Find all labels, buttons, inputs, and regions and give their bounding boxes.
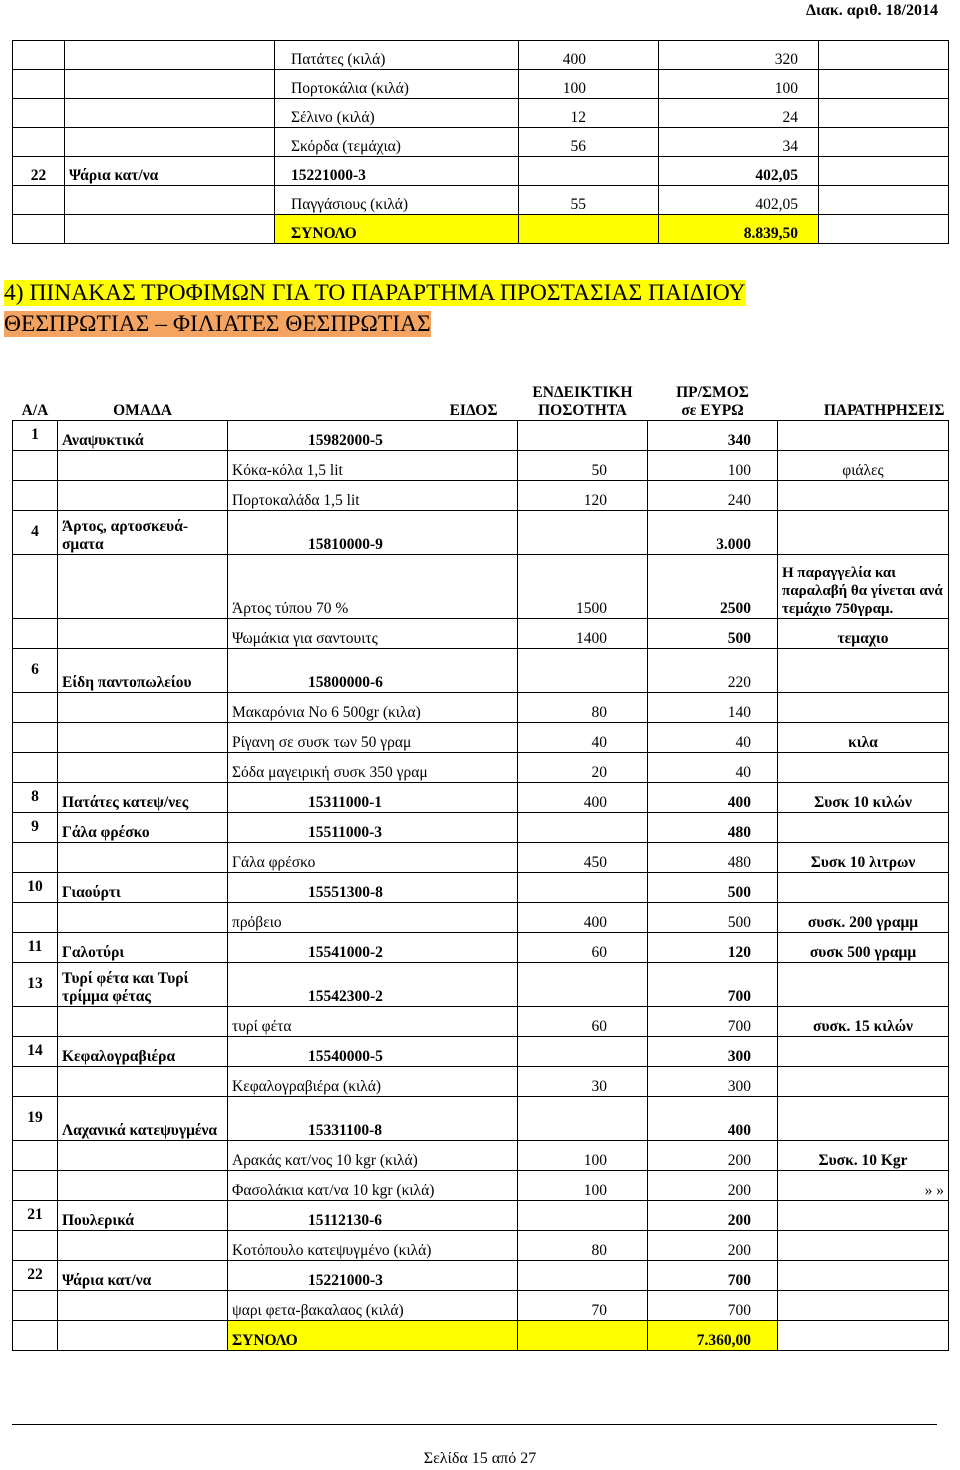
qty-cell: 100 (519, 70, 659, 99)
item-cell: ΣΥΝΟΛΟ (228, 1320, 518, 1350)
aa-cell (13, 1230, 58, 1260)
group-cell (65, 128, 275, 157)
group-cell (65, 186, 275, 215)
price-cell: 3.000 (648, 510, 778, 554)
qty-cell (518, 962, 648, 1006)
table-row (13, 554, 949, 618)
notes-cell (778, 1200, 949, 1230)
item-cell: 15800000-6 (228, 648, 518, 692)
group-cell (58, 842, 228, 872)
notes-cell (778, 1036, 949, 1066)
aa-cell (13, 618, 58, 648)
item-cell: Σέλινο (κιλά) (275, 99, 519, 128)
qty-cell: 1400 (518, 618, 648, 648)
price-cell: 100 (659, 70, 819, 99)
table-row (13, 128, 949, 157)
aa-cell (13, 752, 58, 782)
empty-cell (819, 157, 949, 186)
qty-cell: 40 (518, 722, 648, 752)
aa-cell (13, 128, 65, 157)
header-group: ΟΜΑΔΑ (113, 401, 172, 419)
group-cell: Πατάτες κατεψ/νες (58, 782, 228, 812)
header-price-line1: ΠΡ/ΣΜΟΣ (676, 383, 749, 401)
aa-cell (13, 722, 58, 752)
food-table (12, 364, 949, 1351)
notes-cell (778, 962, 949, 1006)
aa-cell (13, 215, 65, 244)
notes-cell (778, 1260, 949, 1290)
qty-cell: 400 (518, 782, 648, 812)
aa-cell: 19 (13, 1096, 58, 1140)
group-cell: Άρτος, αρτοσκευά-σματα (58, 510, 228, 554)
group-cell: Λαχανικά κατεψυγμένα (58, 1096, 228, 1140)
aa-cell: 21 (13, 1200, 58, 1230)
aa-cell: 11 (13, 932, 58, 962)
price-cell: 480 (648, 812, 778, 842)
empty-cell (819, 70, 949, 99)
notes-cell (778, 692, 949, 722)
qty-cell (518, 1200, 648, 1230)
price-cell: 300 (648, 1036, 778, 1066)
group-cell (58, 480, 228, 510)
qty-cell: 100 (518, 1170, 648, 1200)
item-cell: Φασολάκια κατ/να 10 kgr (κιλά) (228, 1170, 518, 1200)
aa-cell (13, 1290, 58, 1320)
price-cell: 100 (648, 450, 778, 480)
table-row (13, 692, 949, 722)
price-cell: 480 (648, 842, 778, 872)
item-cell: Σκόρδα (τεμάχια) (275, 128, 519, 157)
price-cell: 402,05 (659, 186, 819, 215)
group-cell (58, 618, 228, 648)
table-row (13, 450, 949, 480)
price-cell: 700 (648, 1006, 778, 1036)
aa-cell (13, 1320, 58, 1350)
item-cell: πρόβειο (228, 902, 518, 932)
aa-cell (13, 842, 58, 872)
page-ref: Διακ. αριθ. 18/2014 (805, 2, 938, 19)
group-cell: Ψάρια κατ/να (65, 157, 275, 186)
notes-cell: τεμαχιο (778, 618, 949, 648)
aa-cell: 8 (13, 782, 58, 812)
group-cell (58, 1170, 228, 1200)
group-cell (65, 99, 275, 128)
qty-cell: 80 (518, 1230, 648, 1260)
table-row (13, 1260, 949, 1290)
notes-cell (778, 1320, 949, 1350)
aa-cell (13, 480, 58, 510)
empty-cell (819, 41, 949, 70)
price-cell: 200 (648, 1170, 778, 1200)
group-cell: Αναψυκτικά (58, 420, 228, 450)
price-cell: 500 (648, 872, 778, 902)
price-cell: 8.839,50 (659, 215, 819, 244)
table-row (13, 1200, 949, 1230)
item-cell: ΣΥΝΟΛΟ (275, 215, 519, 244)
price-cell: 200 (648, 1200, 778, 1230)
empty-cell (819, 215, 949, 244)
empty-cell (819, 128, 949, 157)
footer-divider (12, 1424, 937, 1425)
aa-cell (13, 1140, 58, 1170)
group-cell (58, 450, 228, 480)
item-cell: Αρακάς κατ/νος 10 kgr (κιλά) (228, 1140, 518, 1170)
aa-cell: 14 (13, 1036, 58, 1066)
header-price-line2: σε ΕΥΡΩ (681, 401, 744, 419)
price-cell: 7.360,00 (648, 1320, 778, 1350)
group-cell: Πουλερικά (58, 1200, 228, 1230)
qty-cell (518, 1096, 648, 1140)
table-row (13, 215, 949, 244)
qty-cell: 60 (518, 932, 648, 962)
notes-cell: Η παραγγελία και παραλαβή θα γίνεται ανά τεμάχιο 750γραμ. (778, 554, 949, 618)
group-cell (58, 692, 228, 722)
price-cell: 400 (648, 782, 778, 812)
item-cell: 15511000-3 (228, 812, 518, 842)
table-row (13, 510, 949, 554)
aa-cell (13, 1066, 58, 1096)
qty-cell: 70 (518, 1290, 648, 1320)
group-cell (65, 70, 275, 99)
notes-cell (778, 1066, 949, 1096)
qty-cell: 12 (519, 99, 659, 128)
item-cell: Άρτος τύπου 70 % (228, 554, 518, 618)
page-number: Σελίδα 15 από 27 (423, 1450, 537, 1467)
aa-cell: 13 (13, 962, 58, 1006)
notes-cell (778, 1290, 949, 1320)
item-cell: 15221000-3 (275, 157, 519, 186)
item-cell: 15331100-8 (228, 1096, 518, 1140)
item-cell: Παγγάσιους (κιλά) (275, 186, 519, 215)
qty-cell: 80 (518, 692, 648, 722)
qty-cell (518, 1036, 648, 1066)
table-row (13, 157, 949, 186)
notes-cell (778, 1230, 949, 1260)
item-cell: Γάλα φρέσκο (228, 842, 518, 872)
header-qty (518, 364, 648, 420)
aa-cell: 1 (13, 420, 58, 450)
aa-cell: 22 (13, 157, 65, 186)
group-cell (58, 1320, 228, 1350)
group-cell (58, 722, 228, 752)
aa-cell: 4 (13, 510, 58, 554)
item-cell: 15311000-1 (228, 782, 518, 812)
item-cell: Πατάτες (κιλά) (275, 41, 519, 70)
group-cell (58, 1290, 228, 1320)
qty-cell (519, 215, 659, 244)
qty-cell (519, 157, 659, 186)
notes-cell: συσκ. 200 γραμμ (778, 902, 949, 932)
item-cell: Ρίγανη σε συσκ των 50 γραμ (228, 722, 518, 752)
qty-cell: 1500 (518, 554, 648, 618)
notes-cell: Συσκ. 10 Kgr (778, 1140, 949, 1170)
table-row (13, 782, 949, 812)
item-cell: Κεφαλογραβιέρα (κιλά) (228, 1066, 518, 1096)
aa-cell: 9 (13, 812, 58, 842)
aa-cell (13, 99, 65, 128)
item-cell: Πορτοκάλια (κιλά) (275, 70, 519, 99)
price-cell: 40 (648, 722, 778, 752)
group-cell (58, 752, 228, 782)
aa-cell (13, 41, 65, 70)
notes-cell: φιάλες (778, 450, 949, 480)
item-cell: 15540000-5 (228, 1036, 518, 1066)
header-aa: Α/Α (21, 401, 49, 419)
item-cell: Κοτόπουλο κατεψυγμένο (κιλά) (228, 1230, 518, 1260)
item-cell: ψαρι φετα-βακαλαος (κιλά) (228, 1290, 518, 1320)
table-row (13, 1036, 949, 1066)
group-cell: Γάλα φρέσκο (58, 812, 228, 842)
table-row (13, 842, 949, 872)
group-cell: Γιαούρτι (58, 872, 228, 902)
qty-cell (518, 420, 648, 450)
table-row (13, 1006, 949, 1036)
heading-line-1: 4) ΠΙΝΑΚΑΣ ΤΡΟΦΙΜΩΝ ΓΙΑ ΤΟ ΠΑΡΑΡΤΗΜΑ ΠΡΟΣΤΑΣΙΑΣ ΠΑΙΔΙΟΥ (4, 280, 746, 306)
qty-cell: 100 (518, 1140, 648, 1170)
table-row (13, 932, 949, 962)
header-item: ΕΙΔΟΣ (449, 401, 498, 419)
item-cell: 15551300-8 (228, 872, 518, 902)
table-row (13, 186, 949, 215)
price-cell: 700 (648, 1290, 778, 1320)
qty-cell: 20 (518, 752, 648, 782)
qty-cell (518, 648, 648, 692)
price-cell: 220 (648, 648, 778, 692)
group-cell: Γαλοτύρι (58, 932, 228, 962)
item-cell: Πορτοκαλάδα 1,5 lit (228, 480, 518, 510)
empty-cell (819, 186, 949, 215)
item-cell: 15221000-3 (228, 1260, 518, 1290)
price-cell: 340 (648, 420, 778, 450)
table-row (13, 1230, 949, 1260)
price-cell: 500 (648, 902, 778, 932)
qty-cell: 30 (518, 1066, 648, 1096)
notes-cell (778, 1096, 949, 1140)
table-row (13, 812, 949, 842)
table-row (13, 1170, 949, 1200)
notes-cell: Συσκ 10 λιτρων (778, 842, 949, 872)
qty-cell: 56 (519, 128, 659, 157)
price-cell: 320 (659, 41, 819, 70)
aa-cell (13, 1170, 58, 1200)
notes-cell: κιλα (778, 722, 949, 752)
qty-cell (518, 872, 648, 902)
qty-cell: 400 (518, 902, 648, 932)
qty-cell (518, 1260, 648, 1290)
price-cell: 140 (648, 692, 778, 722)
notes-cell (778, 648, 949, 692)
group-cell (58, 1140, 228, 1170)
section-heading (4, 278, 940, 340)
table-row (13, 722, 949, 752)
price-cell: 24 (659, 99, 819, 128)
table-header-row (13, 364, 949, 420)
table-row (13, 1066, 949, 1096)
table-row (13, 1096, 949, 1140)
price-cell: 200 (648, 1140, 778, 1170)
table-row (13, 902, 949, 932)
qty-cell: 60 (518, 1006, 648, 1036)
price-cell: 700 (648, 962, 778, 1006)
notes-cell (778, 812, 949, 842)
item-cell: τυρί φέτα (228, 1006, 518, 1036)
notes-cell (778, 752, 949, 782)
aa-cell (13, 70, 65, 99)
item-cell: Σόδα μαγειρική συσκ 350 γραμ (228, 752, 518, 782)
table-row (13, 420, 949, 450)
group-cell (58, 1230, 228, 1260)
price-cell: 40 (648, 752, 778, 782)
notes-cell (778, 420, 949, 450)
heading-line-2: ΘΕΣΠΡΩΤΙΑΣ – ΦΙΛΙΑΤΕΣ ΘΕΣΠΡΩΤΙΑΣ (4, 311, 431, 337)
header-qty-line2: ΠΟΣΟΤΗΤΑ (538, 401, 627, 419)
item-cell: 15541000-2 (228, 932, 518, 962)
group-cell (65, 215, 275, 244)
header-notes: ΠΑΡΑΤΗΡΗΣΕΙΣ (823, 401, 945, 419)
group-cell (58, 1066, 228, 1096)
continuation-table (12, 40, 949, 244)
group-cell: Κεφαλογραβιέρα (58, 1036, 228, 1066)
item-cell: Κόκα-κόλα 1,5 lit (228, 450, 518, 480)
price-cell: 200 (648, 1230, 778, 1260)
price-cell: 700 (648, 1260, 778, 1290)
table-row (13, 648, 949, 692)
price-cell: 2500 (648, 554, 778, 618)
empty-cell (819, 99, 949, 128)
notes-cell: συσκ 500 γραμμ (778, 932, 949, 962)
item-cell: 15112130-6 (228, 1200, 518, 1230)
group-cell: Ψάρια κατ/να (58, 1260, 228, 1290)
notes-cell: συσκ. 15 κιλών (778, 1006, 949, 1036)
price-cell: 500 (648, 618, 778, 648)
qty-cell: 120 (518, 480, 648, 510)
table-row (13, 99, 949, 128)
item-cell: 15810000-9 (228, 510, 518, 554)
qty-cell: 50 (518, 450, 648, 480)
table-row (13, 618, 949, 648)
price-cell: 400 (648, 1096, 778, 1140)
qty-cell: 450 (518, 842, 648, 872)
table-row (13, 1320, 949, 1350)
item-cell: 15982000-5 (228, 420, 518, 450)
group-cell (65, 41, 275, 70)
aa-cell (13, 1006, 58, 1036)
price-cell: 240 (648, 480, 778, 510)
notes-cell (778, 480, 949, 510)
table-row (13, 752, 949, 782)
qty-cell (518, 1320, 648, 1350)
group-cell (58, 902, 228, 932)
group-cell (58, 1006, 228, 1036)
price-cell: 402,05 (659, 157, 819, 186)
aa-cell: 6 (13, 648, 58, 692)
aa-cell: 22 (13, 1260, 58, 1290)
aa-cell (13, 554, 58, 618)
qty-cell: 400 (519, 41, 659, 70)
aa-cell (13, 186, 65, 215)
table-row (13, 1140, 949, 1170)
item-cell: Μακαρόνια Νο 6 500gr (κιλα) (228, 692, 518, 722)
group-cell: Είδη παντοπωλείου (58, 648, 228, 692)
table-row (13, 872, 949, 902)
header-price (648, 364, 778, 420)
aa-cell (13, 692, 58, 722)
qty-cell (518, 812, 648, 842)
price-cell: 300 (648, 1066, 778, 1096)
table-row (13, 962, 949, 1006)
notes-cell (778, 510, 949, 554)
qty-cell (518, 510, 648, 554)
item-cell: Ψωμάκια για σαντουιτς (228, 618, 518, 648)
notes-cell: » » (778, 1170, 949, 1200)
qty-cell: 55 (519, 186, 659, 215)
group-cell: Τυρί φέτα και Τυρί τρίμμα φέτας (58, 962, 228, 1006)
notes-cell (778, 872, 949, 902)
item-cell: 15542300-2 (228, 962, 518, 1006)
notes-cell: Συσκ 10 κιλών (778, 782, 949, 812)
header-qty-line1: ΕΝΔΕΙΚΤΙΚΗ (532, 383, 633, 401)
table-row (13, 480, 949, 510)
price-cell: 34 (659, 128, 819, 157)
table-row (13, 70, 949, 99)
table-row (13, 41, 949, 70)
price-cell: 120 (648, 932, 778, 962)
aa-cell (13, 450, 58, 480)
table-row (13, 1290, 949, 1320)
aa-cell (13, 902, 58, 932)
aa-cell: 10 (13, 872, 58, 902)
group-cell (58, 554, 228, 618)
